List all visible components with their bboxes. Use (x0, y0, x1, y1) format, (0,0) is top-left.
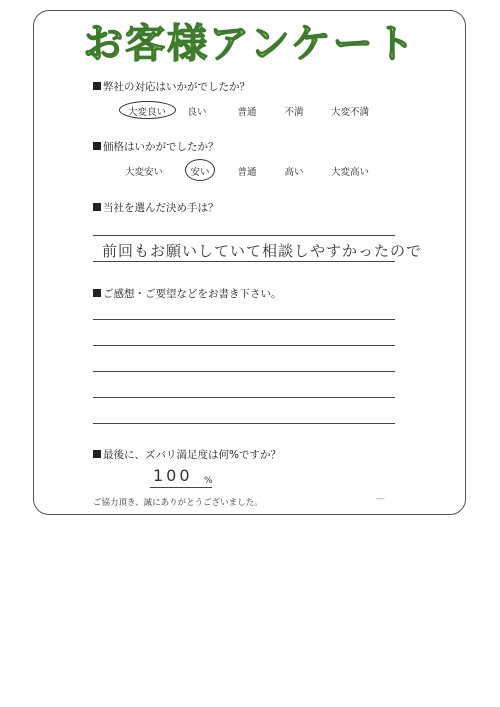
bullet-square-icon (93, 289, 101, 297)
question-price-text: 価格はいかがでしたか？ (103, 141, 219, 153)
survey-title: お客様アンケート (83, 21, 417, 67)
option-service-5[interactable]: 大変不満 (330, 107, 369, 118)
satisfaction-value[interactable]: 100 (153, 466, 193, 485)
option-service-4[interactable]: 不満 (284, 107, 304, 118)
option-price-2[interactable]: 安い (190, 167, 210, 178)
question-comments (93, 286, 282, 301)
question-service-text: 弊社の対応はいかがでしたか？ (103, 81, 250, 93)
comment-line[interactable] (93, 397, 395, 398)
question-service (93, 79, 250, 94)
option-price-1[interactable]: 大変安い (124, 167, 163, 178)
option-price-4[interactable]: 高い (284, 167, 304, 178)
bullet-square-icon (93, 142, 101, 150)
option-service-2[interactable]: 良い (187, 107, 207, 118)
comment-line[interactable] (93, 423, 395, 424)
bullet-square-icon (93, 82, 101, 90)
option-service-1[interactable]: 大変良い (127, 107, 166, 118)
bullet-square-icon (93, 203, 101, 211)
option-price-3[interactable]: 普通 (237, 167, 257, 178)
comment-line[interactable] (93, 345, 395, 346)
question-satisfaction-text: 最後に、ズバリ満足度は何%ですか？ (103, 449, 281, 461)
option-service-3[interactable]: 普通 (237, 107, 257, 118)
question-price (93, 139, 219, 154)
comment-line[interactable] (93, 319, 395, 320)
option-price-5[interactable]: 大変高い (330, 167, 369, 178)
question-satisfaction (93, 447, 281, 462)
question-reason-text: 当社を選んだ決め手は？ (103, 202, 219, 214)
satisfaction-line (150, 487, 212, 488)
dash-mark: — (376, 494, 385, 504)
comment-line[interactable] (93, 371, 395, 372)
question-comments-text: ご感想・ご要望などをお書き下さい。 (103, 288, 282, 300)
thanks-footer: ご協力頂き、誠にありがとうございました。 (93, 498, 263, 508)
answer-line (93, 261, 395, 262)
percent-sign: % (204, 476, 213, 486)
bullet-square-icon (93, 450, 101, 458)
reason-answer[interactable]: 前回もお願いしていて相談しやすかったので (102, 242, 423, 260)
answer-line-top (93, 235, 395, 236)
question-reason (93, 200, 219, 215)
